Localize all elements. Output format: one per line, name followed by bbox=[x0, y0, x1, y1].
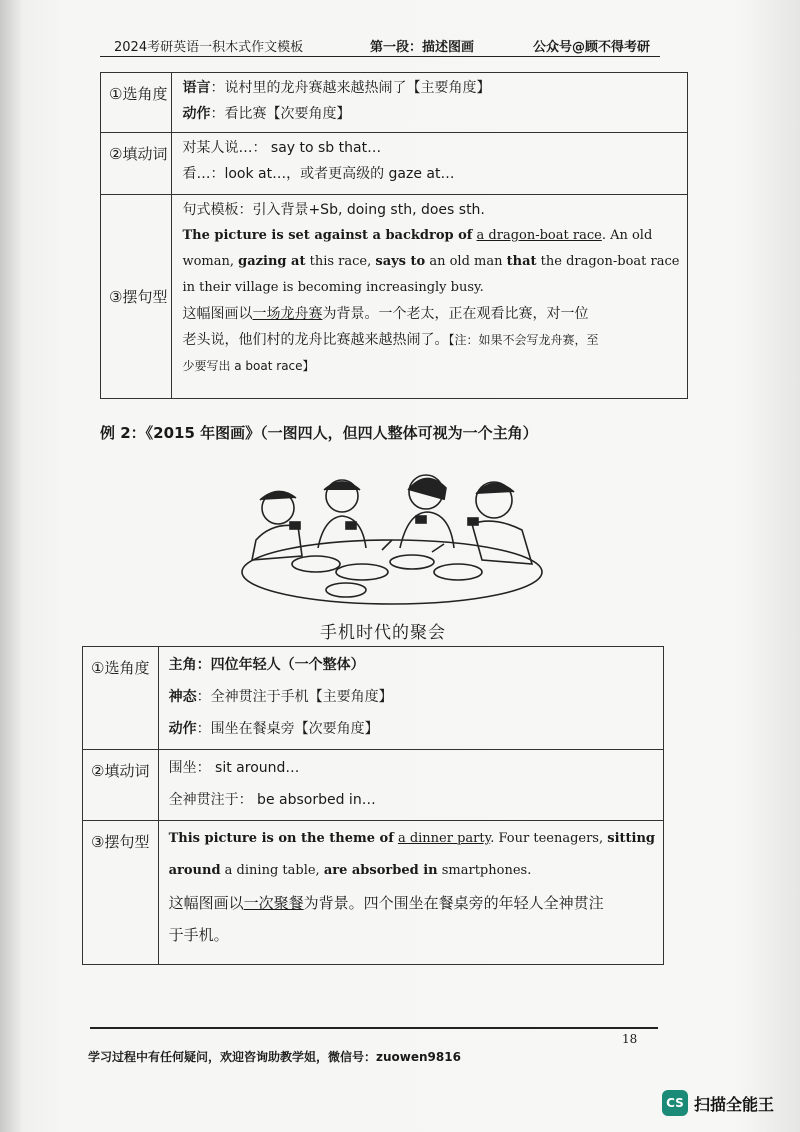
camscanner-logo-icon: CS bbox=[662, 1090, 688, 1116]
footer-divider bbox=[90, 1027, 658, 1029]
phone-1 bbox=[290, 522, 300, 529]
t1-label-pattern bbox=[101, 195, 172, 399]
round-table bbox=[242, 540, 542, 604]
t2-cn-line1: 这幅图画以一次聚餐为背景。四个围坐在餐桌旁的年轻人全神贯注 bbox=[168, 894, 604, 912]
header-account: 公众号@顾不得考研 bbox=[532, 40, 650, 55]
t2-label-pattern: ③摆句型 bbox=[83, 821, 159, 965]
illustration-caption: 手机时代的聚会 bbox=[320, 623, 446, 643]
t2-pattern-content bbox=[158, 821, 663, 965]
camscanner-text: 扫描全能王 bbox=[694, 1094, 775, 1114]
t1-angle-line2: 动作：看比赛【次要角度】 bbox=[182, 106, 351, 122]
t2-angle-line1: 主角：四位年轻人（一个整体） bbox=[168, 657, 365, 673]
t2-en-line1: This picture is on the theme of a dinner party. Four teenagers, sitting bbox=[168, 831, 655, 846]
t2-cn-line2: 于手机。 bbox=[168, 926, 229, 944]
t1-angle-line1: 语言：说村里的龙舟赛越来越热闹了【主要角度】 bbox=[182, 80, 491, 96]
t2-angle-line3: 动作：围坐在餐桌旁【次要角度】 bbox=[168, 721, 379, 737]
t1-en-line2: woman, gazing at this race, says to an old man that the dragon-boat race bbox=[182, 254, 680, 269]
t2-angle-content bbox=[158, 647, 663, 750]
t2-label-angle: ①选角度 bbox=[83, 647, 159, 750]
t1-en-line3: in their village is becoming increasingly busy. bbox=[182, 280, 484, 295]
t2-en-line2: around a dining table, are absorbed in smartphones. bbox=[168, 863, 532, 878]
t1-pattern-content bbox=[172, 195, 688, 399]
page-shadow bbox=[0, 0, 22, 1132]
camscanner-watermark bbox=[662, 1090, 774, 1116]
page-header bbox=[100, 36, 660, 57]
t1-en-line1: The picture is set against a backdrop of a dragon-boat race. An old bbox=[182, 228, 653, 243]
header-section: 第一段：描述图画 bbox=[370, 40, 475, 55]
t1-label-angle: ①选角度 bbox=[101, 73, 172, 133]
example1-table bbox=[100, 72, 688, 399]
t1-cn-line1: 这幅图画以一场龙舟赛为背景。一个老太，正在观看比赛，对一位 bbox=[182, 306, 589, 322]
phone-2 bbox=[346, 522, 356, 529]
t2-verb-content bbox=[158, 750, 663, 821]
t2-verb-line1: 围坐： sit around… bbox=[168, 760, 300, 776]
footer-contact: 学习过程中有任何疑问，欢迎咨询助教学姐，微信号：zuowen9816 bbox=[88, 1050, 461, 1064]
t1-verb-content bbox=[172, 133, 688, 195]
t2-angle-line2: 神态：全神贯注于手机【主要角度】 bbox=[168, 689, 393, 705]
example2-heading: 例 2：《2015 年图画》（一图四人，但四人整体可视为一个主角） bbox=[100, 424, 538, 442]
t1-verb-line1: 对某人说…： say to sb that… bbox=[182, 140, 382, 156]
example2-table bbox=[82, 646, 664, 965]
dinner-party-illustration bbox=[232, 460, 552, 610]
t1-cn-line3: 少要写出 a boat race】 bbox=[182, 359, 315, 373]
page-number: 18 bbox=[622, 1032, 638, 1046]
t1-label-verb: ②填动词 bbox=[101, 133, 172, 195]
header-title: 2024考研英语一积木式作文模板 bbox=[114, 40, 304, 55]
t1-cn-line2: 老头说，他们村的龙舟比赛越来越热闹了。【注：如果不会写龙舟赛，至 bbox=[182, 332, 599, 348]
t1-template: 句式模板：引入背景+Sb, doing sth, does sth. bbox=[182, 202, 485, 218]
t1-angle-content bbox=[172, 73, 688, 133]
t1-verb-line2: 看…：look at…，或者更高级的 gaze at… bbox=[182, 166, 455, 182]
t1-label-pattern-text: ③摆句型 bbox=[109, 288, 168, 306]
phone-3 bbox=[416, 516, 426, 523]
t2-label-verb: ②填动词 bbox=[83, 750, 159, 821]
phone-4 bbox=[468, 518, 478, 525]
t2-verb-line2: 全神贯注于： be absorbed in… bbox=[168, 792, 376, 808]
